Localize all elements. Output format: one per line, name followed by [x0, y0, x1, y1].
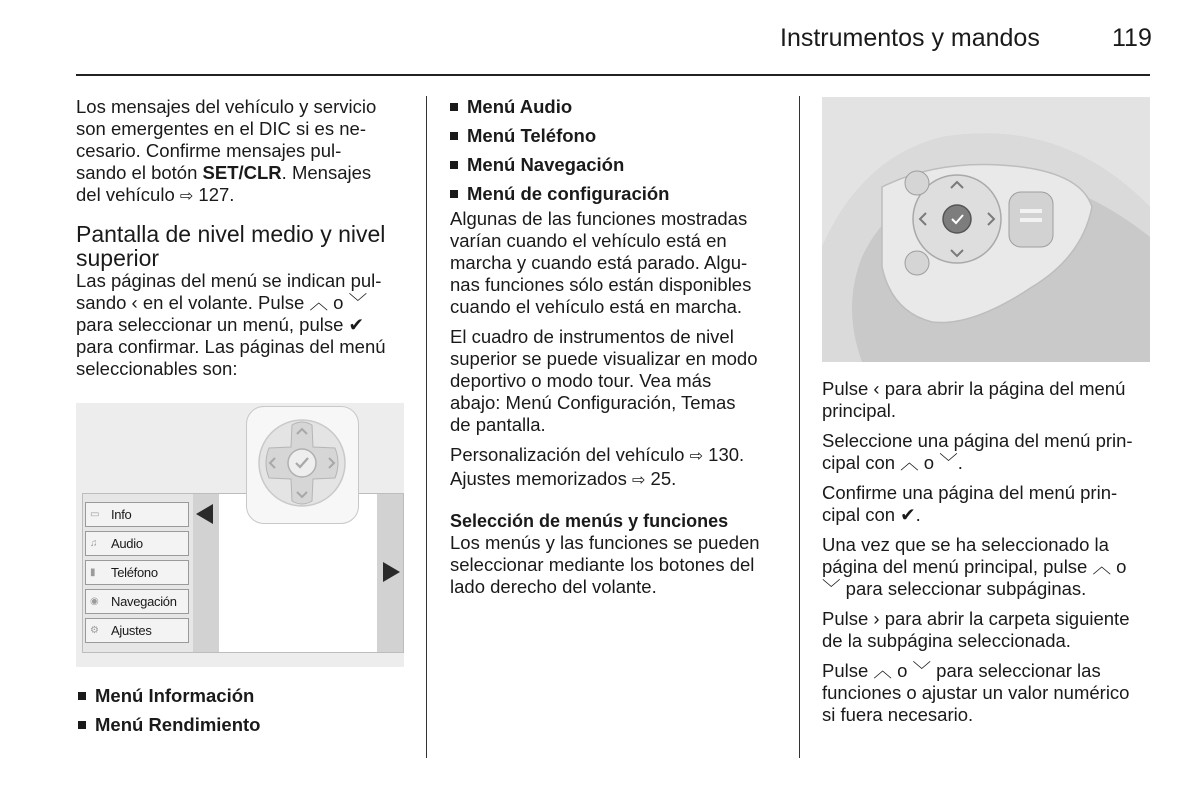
subsection-heading: Selección de menús y funciones [450, 511, 729, 531]
selection-paragraph: Los menús y las funciones se pueden seleccionar mediante los botones del lado derecho del volante. [450, 532, 760, 597]
subpages-paragraph: Una vez que se ha seleccionado la página del menú principal, pulse ︿ o ﹀ para seleccionar subpáginas. [822, 534, 1127, 599]
left-arrow-icon: ‹ [873, 378, 880, 399]
down-arrow-icon: ﹀ [939, 452, 958, 473]
menu-list [83, 494, 193, 652]
down-arrow-icon: ﹀ [348, 292, 368, 313]
header-title: Instrumentos y mandos [780, 24, 1040, 52]
control-pad-inset [246, 406, 359, 524]
section-heading: Pantalla de nivel medio y nivel superior [76, 221, 386, 271]
music-note-icon: ♫ [90, 538, 98, 549]
column-divider-left [426, 96, 427, 758]
reference-arrow-icon: ⇨ [179, 188, 194, 205]
menu-pages-paragraph: Las páginas del menú se indican pul- sando ‹ en el volante. Pulse ︿ o ﹀ para seleccionar un menú, pulse ✔ para confirmar. Las páginas del menú seleccionables son: [76, 270, 386, 379]
confirm-page-paragraph: Confirme una página del menú prin- cipal con ✔. [822, 482, 1118, 525]
down-arrow-icon: ﹀ [912, 660, 932, 681]
open-menu-paragraph: Pulse ‹ para abrir la página del menú principal. [822, 378, 1126, 421]
phone-icon: ▮ [90, 567, 96, 578]
list-item: Menú Información [78, 685, 408, 707]
steering-wheel-icon [822, 97, 1150, 362]
left-bullet-list [78, 685, 408, 743]
globe-icon: ◉ [90, 596, 99, 607]
intro-paragraph: Los mensajes del vehículo y servicio son emergentes en el DIC si es ne- cesario. Confirme mensajes pul- sando el botón SET/CLR. Mensajes del vehículo ⇨ 127. [76, 96, 377, 205]
menu-display-illustration [76, 403, 404, 667]
left-column [76, 96, 416, 380]
references-paragraph: Personalización del vehículo ⇨ 130. Ajustes memorizados ⇨ 25. [450, 444, 745, 489]
check-icon: ✔ [348, 314, 365, 335]
car-icon: ▭ [90, 509, 100, 520]
select-page-paragraph: Seleccione una página del menú prin- cipal con ︿ o ﹀. [822, 430, 1133, 473]
column-divider-right [799, 96, 800, 758]
list-item: Menú Audio [450, 96, 790, 118]
down-arrow-icon: ﹀ [822, 578, 841, 599]
control-pad-icon [247, 407, 357, 522]
open-folder-paragraph: Pulse › para abrir la carpeta siguiente de la subpágina seleccionada. [822, 608, 1130, 651]
list-item: Menú Teléfono [450, 125, 790, 147]
up-arrow-icon: ︿ [873, 660, 892, 681]
menu-item-ajustes: ⚙ Ajustes [85, 618, 189, 643]
check-icon: ✔ [900, 504, 916, 525]
up-arrow-icon: ︿ [309, 292, 328, 313]
steering-wheel-controls-photo [822, 97, 1150, 362]
reference-arrow-icon: ⇨ [631, 472, 646, 489]
list-item: Menú de configuración [450, 183, 790, 205]
up-arrow-icon: ︿ [1092, 556, 1111, 577]
menu-back-strip [193, 494, 219, 652]
right-triangle-icon [383, 562, 400, 582]
header-rule [76, 74, 1150, 76]
menu-item-audio: ♫ Audio [85, 531, 189, 556]
right-column [822, 378, 1162, 726]
menu-item-info: ▭ Info [85, 502, 189, 527]
functions-paragraph: Algunas de las funciones mostradas varían cuando el vehículo está en marcha y cuando está parado. Algu- nas funciones sólo están disponibles cuando el vehículo está en marcha. [450, 208, 752, 317]
list-item: Menú Rendimiento [78, 714, 408, 736]
reference-arrow-icon: ⇨ [689, 448, 704, 465]
select-functions-paragraph: Pulse ︿ o ﹀ para seleccionar las funciones o ajustar un valor numérico si fuera necesario. [822, 660, 1130, 725]
settings-icon: ⚙ [90, 625, 99, 636]
page-number: 119 [1112, 24, 1152, 52]
list-item: Menú Navegación [450, 154, 790, 176]
left-triangle-icon [196, 504, 213, 524]
cluster-paragraph: El cuadro de instrumentos de nivel superior se puede visualizar en modo deportivo o modo tour. Vea más abajo: Menú Configuración, Temas de pantalla. [450, 326, 758, 435]
up-arrow-icon: ︿ [900, 452, 919, 473]
menu-forward-strip [377, 494, 403, 652]
menu-item-navegacion: ◉ Navegación [85, 589, 189, 614]
menu-item-telefono: ▮ Teléfono [85, 560, 189, 585]
right-arrow-icon: › [873, 608, 880, 629]
left-arrow-icon: ‹ [131, 292, 138, 313]
middle-column [450, 96, 790, 598]
